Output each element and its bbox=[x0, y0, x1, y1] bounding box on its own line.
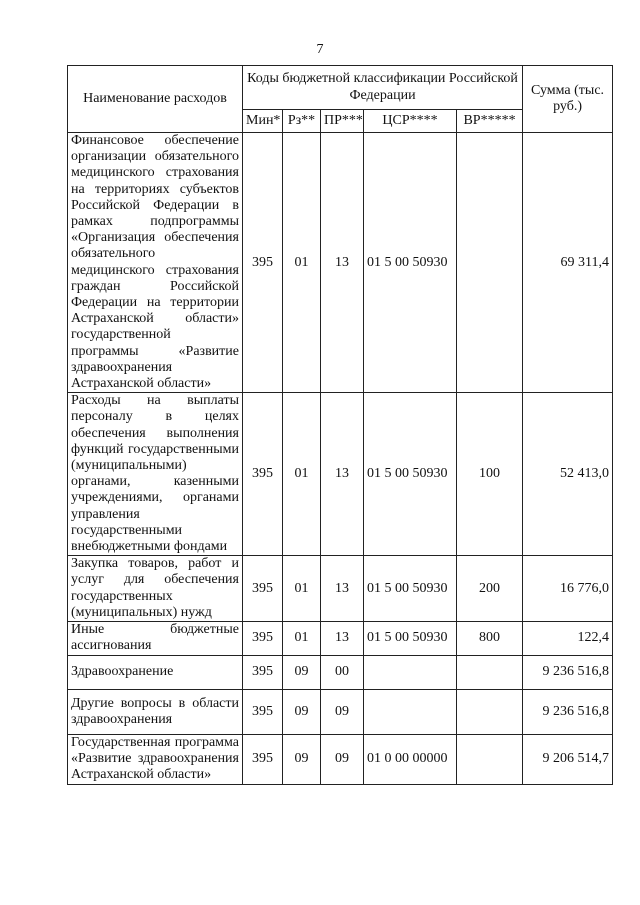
codes-column-header: Коды бюджетной классификации Российской Федерации bbox=[243, 66, 523, 110]
sum-column-header: Сумма (тыс. руб.) bbox=[523, 66, 613, 133]
row-min: 395 bbox=[243, 556, 283, 622]
row-rz: 09 bbox=[283, 655, 321, 689]
row-sum: 122,4 bbox=[523, 622, 613, 655]
row-pr: 09 bbox=[321, 734, 364, 784]
table-row bbox=[68, 622, 613, 655]
row-rz: 01 bbox=[283, 556, 321, 622]
row-vr bbox=[457, 689, 523, 734]
row-vr: 100 bbox=[457, 393, 523, 556]
min-column-header: Мин* bbox=[243, 110, 283, 133]
row-vr bbox=[457, 734, 523, 784]
vr-column-header: ВР***** bbox=[457, 110, 523, 133]
row-name: Расходы на выплаты персоналу в целях обеспечения выполнения функций государственными (муниципальными) органами, казенными учреждениями, органами управления государственными внебюджетными фондами bbox=[68, 393, 243, 556]
row-min: 395 bbox=[243, 655, 283, 689]
row-sum: 52 413,0 bbox=[523, 393, 613, 556]
row-min: 395 bbox=[243, 734, 283, 784]
row-csr: 01 0 00 00000 bbox=[364, 734, 457, 784]
row-sum: 16 776,0 bbox=[523, 556, 613, 622]
row-pr: 13 bbox=[321, 556, 364, 622]
row-pr: 13 bbox=[321, 133, 364, 393]
pr-column-header: ПР*** bbox=[321, 110, 364, 133]
row-csr: 01 5 00 50930 bbox=[364, 133, 457, 393]
row-rz: 01 bbox=[283, 133, 321, 393]
budget-table bbox=[67, 65, 613, 785]
row-rz: 01 bbox=[283, 393, 321, 556]
row-vr: 800 bbox=[457, 622, 523, 655]
row-name: Финансовое обеспечение организации обязательного медицинского страхования на территориях субъектов Российской Федерации в рамках подпрограммы «Организация обеспечения обязательного медицинского страхования граждан Российской Федерации на территории Астраханской области» государственной программы «Развитие здравоохранения Астраханской области» bbox=[68, 133, 243, 393]
row-min: 395 bbox=[243, 393, 283, 556]
row-sum: 9 236 516,8 bbox=[523, 689, 613, 734]
row-csr: 01 5 00 50930 bbox=[364, 622, 457, 655]
row-min: 395 bbox=[243, 133, 283, 393]
table-row bbox=[68, 133, 613, 393]
row-min: 395 bbox=[243, 689, 283, 734]
table-row bbox=[68, 734, 613, 784]
row-pr: 13 bbox=[321, 393, 364, 556]
row-name: Иные бюджетные ассигнования bbox=[68, 622, 243, 655]
rz-column-header: Рз** bbox=[283, 110, 321, 133]
row-sum: 9 236 516,8 bbox=[523, 655, 613, 689]
page-number: 7 bbox=[316, 42, 324, 57]
row-sum: 9 206 514,7 bbox=[523, 734, 613, 784]
table-row bbox=[68, 556, 613, 622]
row-csr: 01 5 00 50930 bbox=[364, 393, 457, 556]
csr-column-header: ЦСР**** bbox=[364, 110, 457, 133]
row-sum: 69 311,4 bbox=[523, 133, 613, 393]
row-name: Другие вопросы в области здравоохранения bbox=[68, 689, 243, 734]
row-name: Здравоохранение bbox=[68, 655, 243, 689]
table-row bbox=[68, 689, 613, 734]
row-vr bbox=[457, 133, 523, 393]
table-row bbox=[68, 655, 613, 689]
row-pr: 13 bbox=[321, 622, 364, 655]
row-vr: 200 bbox=[457, 556, 523, 622]
name-column-header: Наименование расходов bbox=[68, 66, 243, 133]
row-rz: 09 bbox=[283, 689, 321, 734]
row-csr bbox=[364, 655, 457, 689]
row-rz: 09 bbox=[283, 734, 321, 784]
row-name: Закупка товаров, работ и услуг для обеспечения государственных (муниципальных) нужд bbox=[68, 556, 243, 622]
row-rz: 01 bbox=[283, 622, 321, 655]
row-name: Государственная программа «Развитие здравоохранения Астраханской области» bbox=[68, 734, 243, 784]
row-csr: 01 5 00 50930 bbox=[364, 556, 457, 622]
row-pr: 00 bbox=[321, 655, 364, 689]
table-row bbox=[68, 393, 613, 556]
row-vr bbox=[457, 655, 523, 689]
row-min: 395 bbox=[243, 622, 283, 655]
row-pr: 09 bbox=[321, 689, 364, 734]
row-csr bbox=[364, 689, 457, 734]
